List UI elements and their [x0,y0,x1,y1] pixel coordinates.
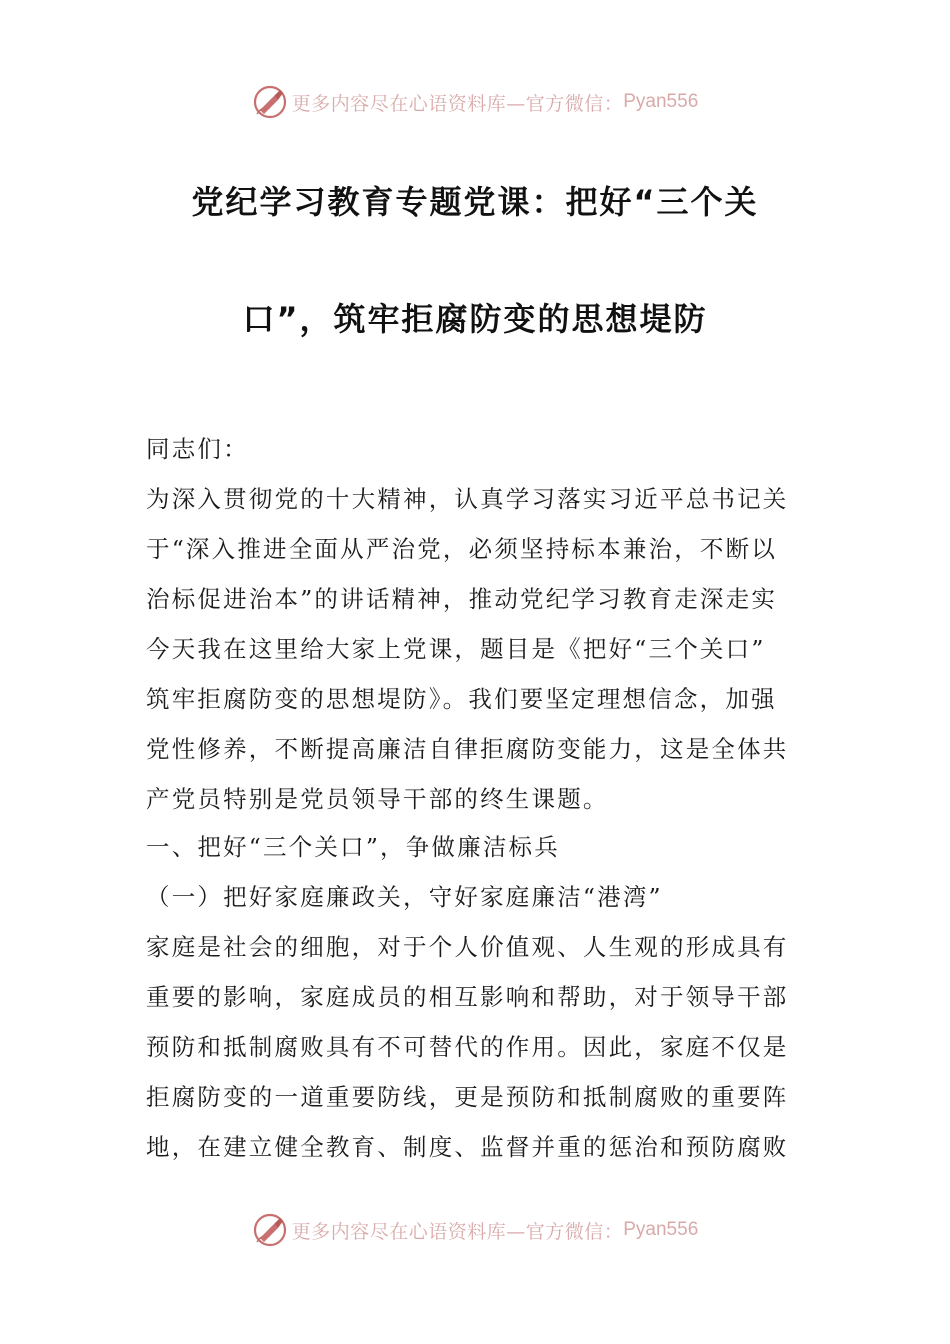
banner-text: 更多内容尽在心语资料库—官方微信： [291,92,624,115]
text-line: 重要的影响，家庭成员的相互影响和帮助，对于领导干部 [146,983,789,1011]
text-line: 同志们： [146,435,249,463]
text-line: 地，在建立健全教育、制度、监督并重的惩治和预防腐败 [146,1133,789,1161]
text-line: 拒腐防变的一道重要防线，更是预防和抵制腐败的重要阵 [146,1083,789,1111]
text-line: 于“深入推进全面从严治党，必须坚持标本兼治，不断以 [146,535,778,563]
footer-banner [0,1210,950,1250]
header-banner [0,82,950,122]
text-line: 党性修养，不断提高廉洁自律拒腐防变能力，这是全体共 [146,735,789,763]
banner-wechat-id: Pyan556 [623,91,699,112]
pen-circle-logo-icon [252,84,288,120]
page-title-line-1: 党纪学习教育专题党课：把好“三个关 [191,183,759,221]
text-line: 为深入贯彻党的十大精神，认真学习落实习近平总书记关 [146,485,789,513]
text-line: 今天我在这里给大家上党课，题目是《把好“三个关口” [146,635,766,663]
text-line: 家庭是社会的细胞，对于个人价值观、人生观的形成具有 [146,933,789,961]
page-title-line-2: 口”，筑牢拒腐防变的思想堤防 [242,300,708,338]
pen-circle-logo-icon [252,1212,288,1248]
text-line: 治标促进治本”的讲话精神，推动党纪学习教育走深走实 [146,585,778,613]
text-line: 预防和抵制腐败具有不可替代的作用。因此，家庭不仅是 [146,1033,789,1061]
text-line: 筑牢拒腐防变的思想堤防》。我们要坚定理想信念，加强 [146,685,777,713]
section-heading: 一、把好“三个关口”，争做廉洁标兵 [146,833,560,861]
text-line: 产党员特别是党员领导干部的终生课题。 [146,785,609,813]
banner-wechat-id: Pyan556 [623,1219,699,1240]
subsection-heading: （一）把好家庭廉政关，守好家庭廉洁“港湾” [146,883,663,911]
banner-text: 更多内容尽在心语资料库—官方微信： [291,1220,624,1243]
